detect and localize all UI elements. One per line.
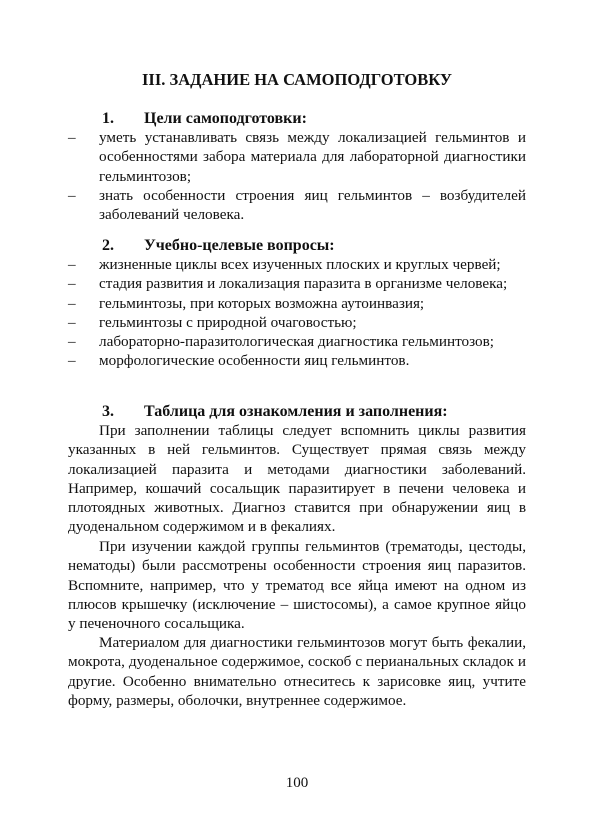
dash-bullet: –	[68, 186, 76, 204]
table-section-heading-number: 3.	[102, 403, 114, 420]
goals-heading-text: Цели самоподготовки:	[144, 110, 307, 127]
list-item	[68, 332, 526, 351]
list-item	[68, 255, 526, 274]
table-section-heading	[102, 402, 448, 422]
dash-bullet: –	[68, 256, 76, 273]
dash-bullet: –	[68, 129, 76, 146]
list-item	[68, 351, 526, 370]
list-item-text: уметь устанавливать связь между локализацией гельминтов и особенностями забора материала для лабораторной диагностики гельминтозов;	[99, 129, 526, 185]
paragraph: Материалом для диагностики гельминтозов могут быть фекалии, мокрота, дуоденальное содержимое, соскоб с перианальных складок и другие. Особенно внимательно отнеситесь к зарисовке яиц, учтите форму, размеры, оболочки, внутреннее содержимое.	[68, 634, 526, 709]
goals-list	[68, 128, 526, 224]
paragraph: При изучении каждой группы гельминтов (трематоды, цестоды, нематоды) были рассмотрены особенности строения яиц паразитов. Вспомните, например, что у трематод все яйца имеют на одном из плюсов крышечку (исключение – шистосомы), а самое крупное яйцо у печеночного сосальщика.	[68, 538, 526, 633]
list-item	[68, 313, 526, 332]
list-item-text: лабораторно-паразитологическая диагностика гельминтозов;	[99, 333, 495, 351]
list-item-text: стадия развития и локализация паразита в организме человека;	[99, 275, 508, 293]
list-item	[68, 186, 526, 225]
section-title: III. ЗАДАНИЕ НА САМОПОДГОТОВКУ	[142, 70, 452, 89]
dash-bullet: –	[68, 313, 76, 331]
list-item-text: гельминтозы с природной очаговостью;	[99, 313, 357, 331]
goals-heading-number: 1.	[102, 110, 114, 127]
questions-list	[68, 255, 526, 371]
list-item	[68, 274, 526, 293]
list-item-text: морфологические особенности яиц гельминтов.	[99, 352, 410, 370]
questions-heading-text: Учебно-целевые вопросы:	[144, 237, 335, 254]
list-item-text: жизненные циклы всех изученных плоских и круглых червей;	[99, 256, 501, 273]
dash-bullet: –	[68, 294, 76, 312]
questions-heading	[102, 236, 335, 256]
dash-bullet: –	[68, 333, 76, 351]
dash-bullet: –	[68, 352, 76, 370]
paragraph: При заполнении таблицы следует вспомнить циклы развития указанных в ней гельминтов. Существует прямая связь между локализацией паразита и методами диагностики заболеваний. Например, кошачий сосальщик паразитирует в печени человека и плотоядных животных. Диагноз ставится при обнаружении яиц в дуоденальном содержимом и в фекалиях.	[68, 422, 526, 536]
questions-heading-number: 2.	[102, 237, 114, 254]
list-item	[68, 294, 526, 313]
goals-heading	[102, 109, 307, 129]
list-item	[68, 128, 526, 186]
list-item-text: гельминтозы, при которых возможна аутоинвазия;	[99, 294, 425, 312]
list-item-text: знать особенности строения яиц гельминтов – возбудителей заболеваний человека.	[99, 186, 526, 224]
dash-bullet: –	[68, 275, 76, 293]
page-number: 100	[285, 775, 309, 791]
table-section-heading-text: Таблица для ознакомления и заполнения:	[144, 403, 448, 420]
